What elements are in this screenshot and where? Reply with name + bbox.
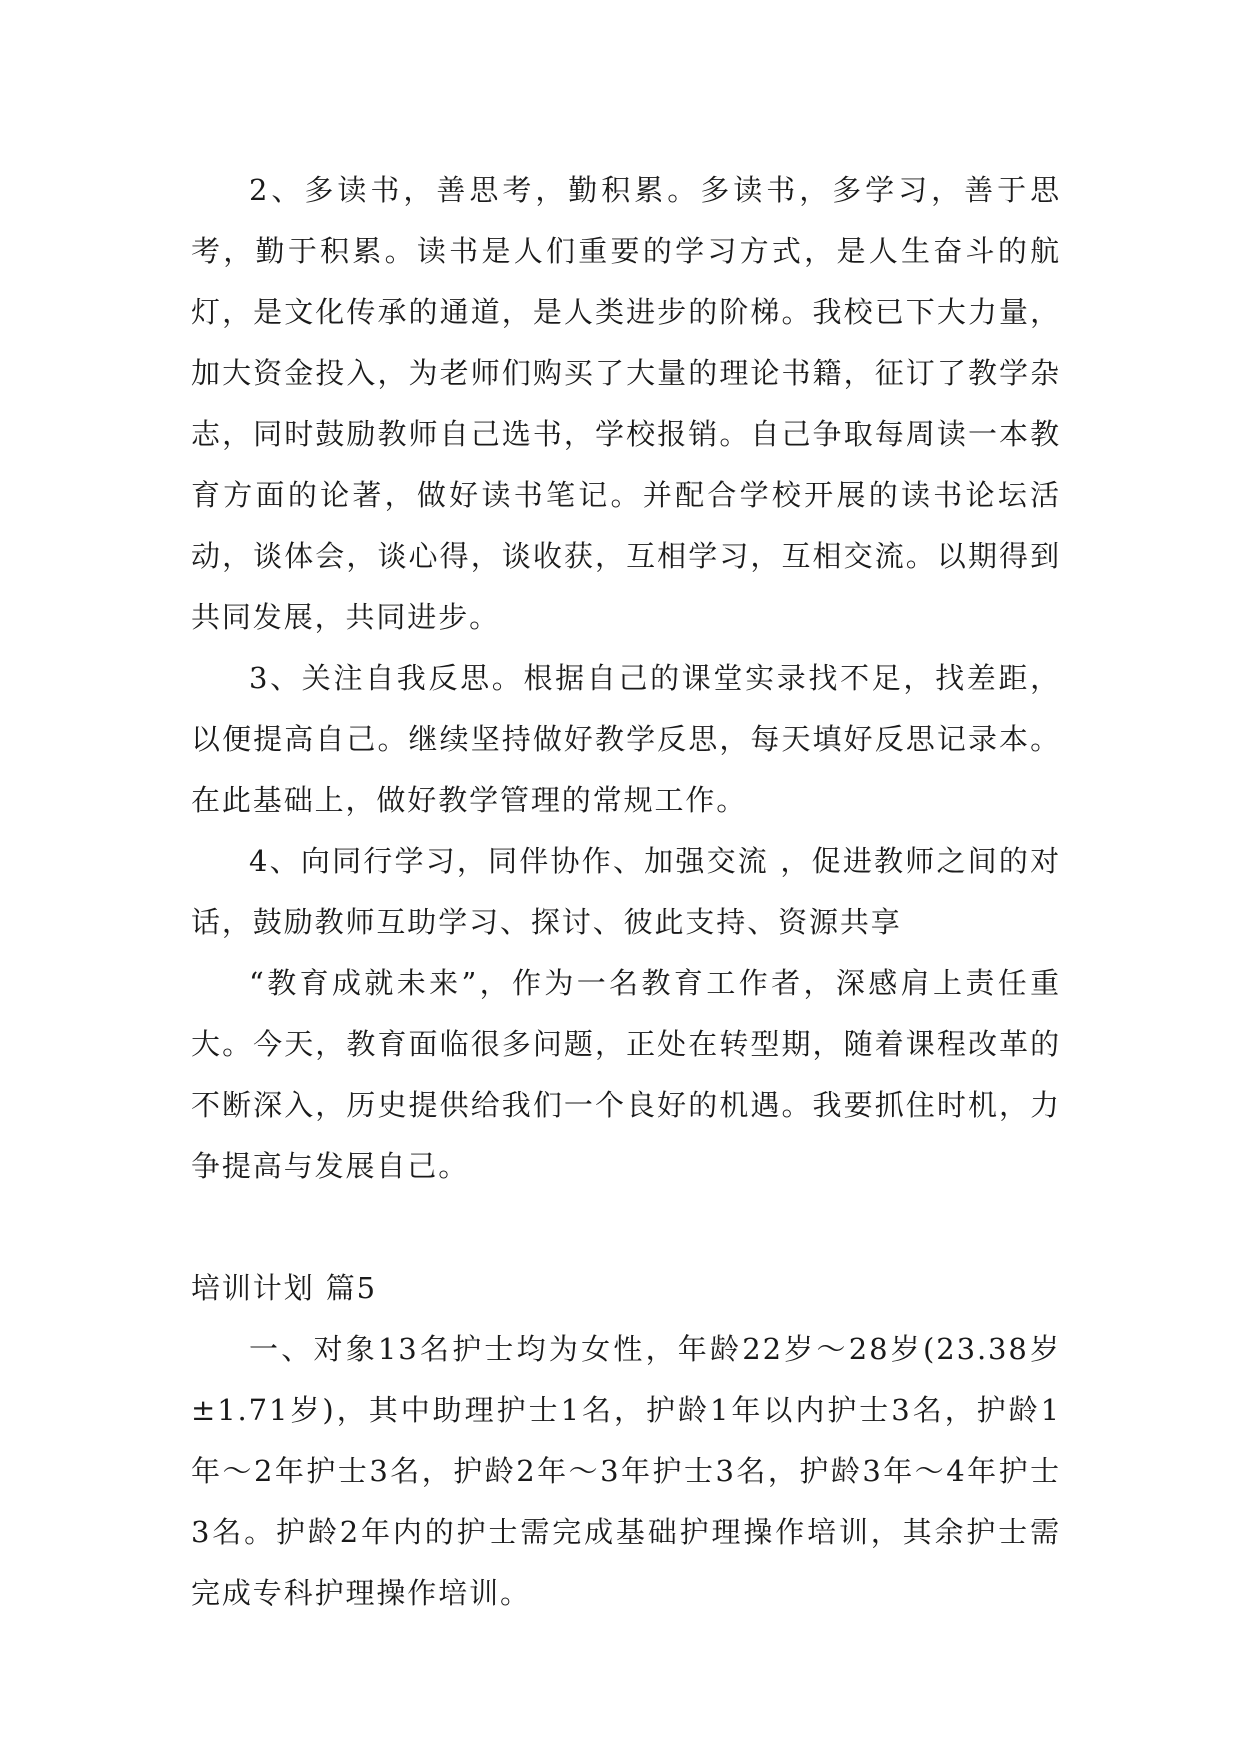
paragraph-reading: 2、多读书，善思考，勤积累。多读书，多学习，善于思考，勤于积累。读书是人们重要的学习方式，是人生奋斗的航灯，是文化传承的通道，是人类进步的阶梯。我校已下大力量，加大资金投入，为老师们购买了大量的理论书籍，征订了教学杂志，同时鼓励教师自己选书，学校报销。自己争取每周读一本教育方面的论著，做好读书笔记。并配合学校开展的读书论坛活动，谈体会，谈心得，谈收获，互相学习，互相交流。以期得到共同发展，共同进步。 <box>191 173 1061 634</box>
paragraph-peer-learning: 4、向同行学习，同伴协作、加强交流 ，促进教师之间的对话，鼓励教师互助学习、探讨、彼此支持、资源共享 <box>191 844 1061 939</box>
section-heading: 培训计划 篇5 <box>191 1271 377 1305</box>
paragraph-conclusion: “教育成就未来”，作为一名教育工作者，深感肩上责任重大。今天，教育面临很多问题，正处在转型期，随着课程改革的不断深入，历史提供给我们一个良好的机遇。我要抓住时机，力争提高与发展自己。 <box>191 966 1061 1183</box>
paragraph-training-subjects: 一、对象13名护士均为女性，年龄22岁～28岁(23.38岁±1.71岁)，其中助理护士1名，护龄1年以内护士3名，护龄1年～2年护士3名，护龄2年～3年护士3名，护龄3年～4年护士3名。护龄2年内的护士需完成基础护理操作培训，其余护士需完成专科护理操作培训。 <box>191 1332 1061 1610</box>
paragraph-self-reflection: 3、关注自我反思。根据自己的课堂实录找不足，找差距，以便提高自己。继续坚持做好教学反思，每天填好反思记录本。在此基础上，做好教学管理的常规工作。 <box>191 661 1061 817</box>
document-body <box>191 160 1061 1624</box>
